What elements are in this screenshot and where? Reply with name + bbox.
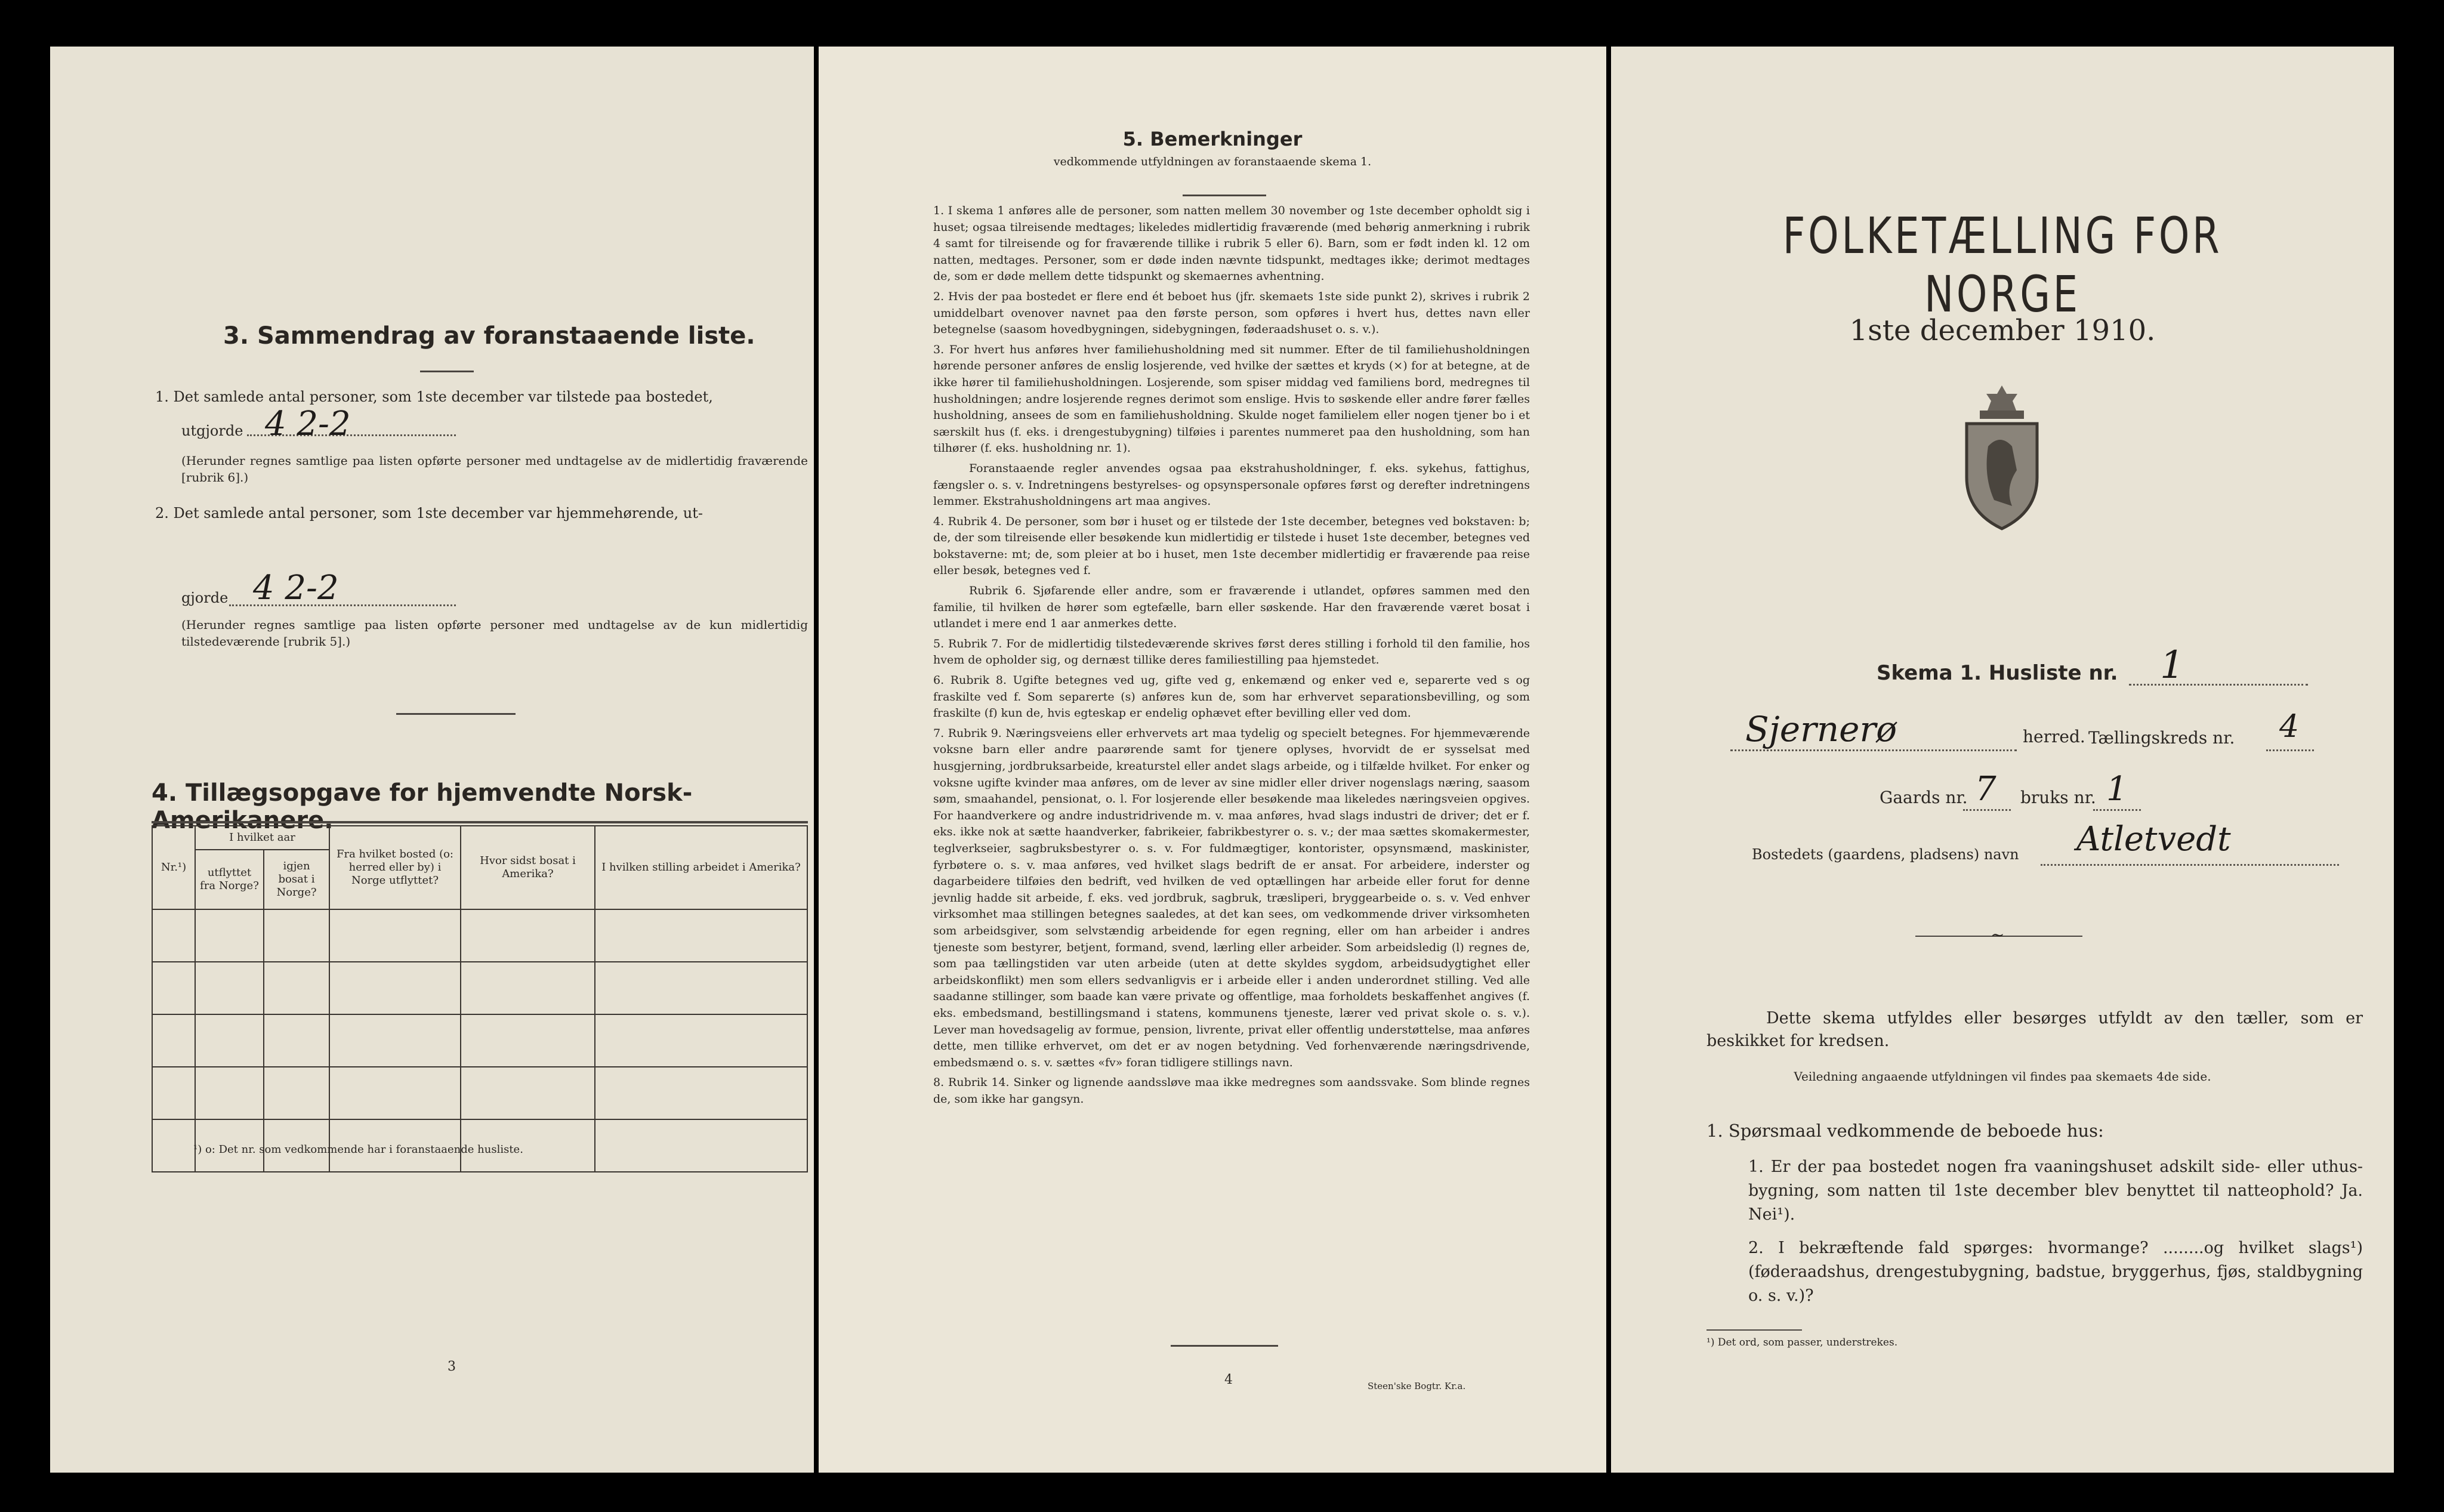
- item-2-value: 4 2-2: [253, 569, 339, 607]
- header-hvor-sidst-bosat: Hvor sidst bosat i Amerika?: [461, 826, 595, 909]
- header-fra-hvilket-bosted: Fra hvilket bosted (o: herred eller by) i Norge utflyttet?: [329, 826, 461, 909]
- bruks-value: 1: [2106, 770, 2128, 809]
- header-i-hvilket-aar: I hvilket aar: [195, 826, 329, 850]
- remark-paragraph: 2. Hvis der paa bostedet er flere end ét beboet hus (jfr. skemaets 1ste side punkt 2), skrives i rubrik 2 umiddelbart ovenover navnet paa den første person, som opføres i hvert hus, dettes navn eller betegnelse (saasom hovedbygningen, sidebygningen, føderaadshuset o. s. v.).: [933, 289, 1530, 337]
- printer-mark: Steen'ske Bogtr. Kr.a.: [1368, 1381, 1466, 1391]
- table-row: [152, 1067, 807, 1119]
- kreds-label: Tællingskreds nr.: [2088, 728, 2235, 748]
- table-row: [152, 909, 807, 962]
- remarks-body: [933, 203, 1530, 1111]
- header-stilling: I hvilken stilling arbeidet i Amerika?: [595, 826, 807, 909]
- gaards-value: 7: [1975, 770, 1996, 809]
- remark-paragraph: 4. Rubrik 4. De personer, som bør i huset og er tilstede der 1ste december, betegnes ved bokstaven: b; de, der som tilreisende eller besøkende kun midlertidig er tilstede i huset 1ste december, betegnes ved bokstaverne: mt; de, som pleier at bo i huset, men 1ste december midlertidig er fraværende paa reise eller besøk, betegnes ved f.: [933, 514, 1530, 578]
- item-1-text: 1. Det samlede antal personer, som 1ste december var tilstede paa bostedet,: [155, 388, 713, 405]
- gaards-line: [1963, 809, 2011, 811]
- husliste-value: 1: [2160, 643, 2184, 687]
- section-3-title: 3. Sammendrag av foranstaaende liste.: [223, 322, 755, 350]
- remark-paragraph: 1. I skema 1 anføres alle de personer, som natten mellem 30 november og 1ste december opholdt sig i huset; ogsaa tilreisende medtages; likeledes midlertidig fraværende (med behørig anmerkning i rubrik 4 samt for tilreisende og for fraværende tillike i rubrik 5 eller 6). Barn, som er født inden kl. 12 om natten, medtages. Personer, som er døde inden nævnte tidspunkt, medtages ikke; derimot medtages de, som er døde mellem dette tidspunkt og skemaernes avhentning.: [933, 204, 1530, 283]
- remarks-title: 5. Bemerkninger: [1122, 128, 1303, 150]
- table-row: [152, 962, 807, 1014]
- item-2-utgjorde: gjorde: [181, 590, 229, 606]
- header-nr: Nr.¹): [152, 826, 195, 909]
- bosted-value: Atletvedt: [2076, 820, 2231, 859]
- page-1: [1611, 47, 2394, 1473]
- gaards-label: Gaards nr.: [1880, 788, 1968, 807]
- herred-value: Sjernerø: [1745, 709, 1897, 749]
- skema-label: Skema 1. Husliste nr.: [1877, 661, 2118, 685]
- remark-paragraph: 8. Rubrik 14. Sinker og lignende aandssløve maa ikke medregnes som aandssvake. Som blinde regnes de, som ikke har gangsyn.: [933, 1076, 1530, 1106]
- remark-paragraph: 5. Rubrik 7. For de midlertidig tilstedeværende skrives først deres stilling i forhold til den familie, hos hvem de opholder sig, og dernæst tillike deres familiestilling paa hjemstedet.: [933, 637, 1530, 667]
- divider: [1183, 195, 1266, 196]
- questions-header: 1. Spørsmaal vedkommende de beboede hus:: [1707, 1121, 2104, 1141]
- remark-paragraph: 7. Rubrik 9. Næringsveiens eller erhvervets art maa tydelig og specielt betegnes. For hjemmeværende voksne barn eller andre paarørende samt for tjenere oplyses, hvorvidt de er sysselsat med husgjerning, jordbruksarbeide, kreaturstel eller andet slags arbeide, og i tilfælde hvilket. For enker og voksne ugifte kvinder maa anføres, om de lever av sine midler eller driver nogenslags næring, saasom søm, smaahandel, pensionat, o. l. For losjerende eller besøkende maa likeledes næringsveien opgives. For haandverkere og andre industridrivende m. v. maa anføres, hvad slags industri de driver; det er f. eks. ikke nok at sætte haandverker, fabrikeier, fabrikbestyrer o. s. v.; der maa sættes skomakermester, teglverkseier, sagbruksbestyrer o. s. v. For fuldmægtiger, kontorister, opsynsmænd, maskinister, fyrbøtere o. s. v. maa anføres, ved hvilket slags bedrift de er ansat. For arbeidere, inderster og dagarbeidere tilføies den bedrift, ved hvilken de ved optællingen har arbeide eller forut for denne jevnlig hadde sit arbeide, f. eks. ved jordbruk, sagbruk, træsliperi, bryggearbeide o. s. v. Ved enhver virksomhet maa stillingen betegnes saaledes, at det kan sees, om vedkommende driver virksomheten som arbeidsgiver, som selvstændig arbeidende for egen regning, eller om han arbeider i andres tjeneste som bestyrer, betjent, formand, svend, lærling eller arbeider. Som arbeidsledig (l) regnes de, som paa tællingstiden var uten arbeide (uten at dette skyldes sygdom, arbeidsudygtighet eller arbeidskonflikt) men som ellers sedvanligvis er i arbeide eller i anden underordnet stilling. Ved alle saadanne stillinger, som baade kan være private og offentlige, maa forholdets beskaffenhet angives (f. eks. embedsmand, bestillingsmand i statens, kommunens tjeneste, lærer ved privat skole o. s. v.). Lever man hovedsagelig av formue, pension, livrente, privat eller offentlig understøttelse, maa anføres dette, men tillike erhvervet, om det er av nogen betydning. Ved forhenværende næringsdrivende, embedsmænd o. s. v. sættes «fv» foran tidligere stillings navn.: [933, 726, 1530, 1069]
- page-number: 3: [448, 1359, 456, 1374]
- census-title: FOLKETÆLLING FOR NORGE: [1782, 206, 2223, 323]
- bruks-label: bruks nr.: [2020, 788, 2096, 807]
- remarks-subtitle: vedkommende utfyldningen av foranstaaende skema 1.: [1053, 155, 1372, 168]
- divider: [152, 821, 808, 823]
- herred-label: herred.: [2023, 727, 2085, 746]
- item-2-text: 2. Det samlede antal personer, som 1ste december var hjemmehørende, ut-: [155, 505, 703, 522]
- divider: [396, 713, 516, 715]
- remark-paragraph: 3. For hvert hus anføres hver familiehusholdning med sit nummer. Efter de til familiehusholdningen hørende personer anføres de enslig losjerende, ved hvilke der sættes et kryds (×) for at betegne, at de ikke hører til familiehusholdningen. Losjerende, som spiser middag ved familiens bord, medregnes til husholdningen; andre losjerende regnes derimot som enslige. Hvis to søskende eller andre fører fælles husholdning, ansees de som en familiehusholdning. Skulde noget familielem eller nogen tjener bo i et særskilt hus (f. eks. i drengestubygning) tilføies i parentes nummeret paa den husholdning, som han tilhører (f. eks. husholdning nr. 1).: [933, 342, 1530, 455]
- census-date: 1ste december 1910.: [1849, 314, 2156, 347]
- header-igjen-bosat: igjen bosat i Norge?: [264, 850, 329, 909]
- section-4-title: 4. Tillægsopgave for hjemvendte Norsk-Amerikanere.: [152, 779, 693, 834]
- question-2: 2. I bekræftende fald spørges: hvormange? ........og hvilket slags¹) (føderaadshus, drengestubygning, badstue, bryggerhus, fjøs, staldbygning o. s. v.)?: [1748, 1239, 2363, 1305]
- page-4: [819, 47, 1606, 1473]
- bosted-label: Bostedets (gaardens, pladsens) navn: [1752, 846, 2019, 863]
- question-1: 1. Er der paa bostedet nogen fra vaaningshuset adskilt side- eller uthus-bygning, som natten til 1ste december blev benyttet til natteophold? Ja. Nei¹).: [1748, 1158, 2363, 1224]
- divider: [420, 371, 474, 372]
- divider: [1171, 1345, 1278, 1347]
- item-1-note: (Herunder regnes samtlige paa listen opførte personer med undtagelse av de midlertidig fraværende [rubrik 6].): [181, 453, 808, 485]
- remark-paragraph: Foranstaaende regler anvendes ogsaa paa ekstrahusholdninger, f. eks. sykehus, fattighus, fængsler o. s. v. Indretningens bestyrelses- og opsynspersonale opføres først og derefter indretningens lemmer. Ekstrahusholdningens art maa angives.: [933, 461, 1530, 508]
- table-row: [152, 1014, 807, 1067]
- page-3: [50, 47, 814, 1473]
- veiledning-text: Veiledning angaaende utfyldningen vil findes paa skemaets 4de side.: [1794, 1069, 2211, 1084]
- husliste-line: [2129, 684, 2308, 686]
- norsk-amerikanere-table: [152, 825, 808, 1172]
- bruks-line: [2093, 809, 2141, 811]
- item-1-value: 4 2-2: [265, 405, 351, 443]
- coat-of-arms-icon: [1945, 381, 2059, 536]
- footnote: ¹) Det ord, som passer, understrekes.: [1707, 1337, 1898, 1349]
- item-1-utgjorde: utgjorde: [181, 422, 243, 439]
- kreds-value: 4: [2279, 709, 2300, 745]
- header-utflyttet: utflyttet fra Norge?: [195, 850, 264, 909]
- instruction-text: Dette skema utfyldes eller besørges utfyldt av den tæller, som er beskikket for kredsen.: [1707, 1009, 2363, 1050]
- page-number: 4: [1224, 1372, 1233, 1387]
- bosted-line: [2041, 864, 2339, 866]
- ornament: ~: [1991, 925, 2005, 945]
- remark-paragraph: Rubrik 6. Sjøfarende eller andre, som er fraværende i utlandet, opføres sammen med den familie, til hvilken de hører som egtefælle, barn eller søskende. Har den fraværende været bosat i utlandet i mere end 1 aar anmerkes dette.: [933, 584, 1530, 631]
- item-2-note: (Herunder regnes samtlige paa listen opførte personer med undtagelse av de kun midlertidig tilstedeværende [rubrik 5].): [181, 618, 808, 649]
- kreds-line: [2266, 749, 2314, 751]
- remark-paragraph: 6. Rubrik 8. Ugifte betegnes ved ug, gifte ved g, enkemænd og enker ved e, separerte ved s og fraskilte ved f. Som separerte (s) anføres kun de, som har erhvervet separationsbevilling, og som fraskilte (f) kun de, hvis egteskap er endelig ophævet efter bevilling eller ved dom.: [933, 674, 1530, 720]
- herred-line: [1730, 749, 2017, 751]
- divider: [1707, 1329, 1802, 1331]
- footnote: ¹) o: Det nr. som vedkommende har i foranstaaende husliste.: [193, 1143, 523, 1156]
